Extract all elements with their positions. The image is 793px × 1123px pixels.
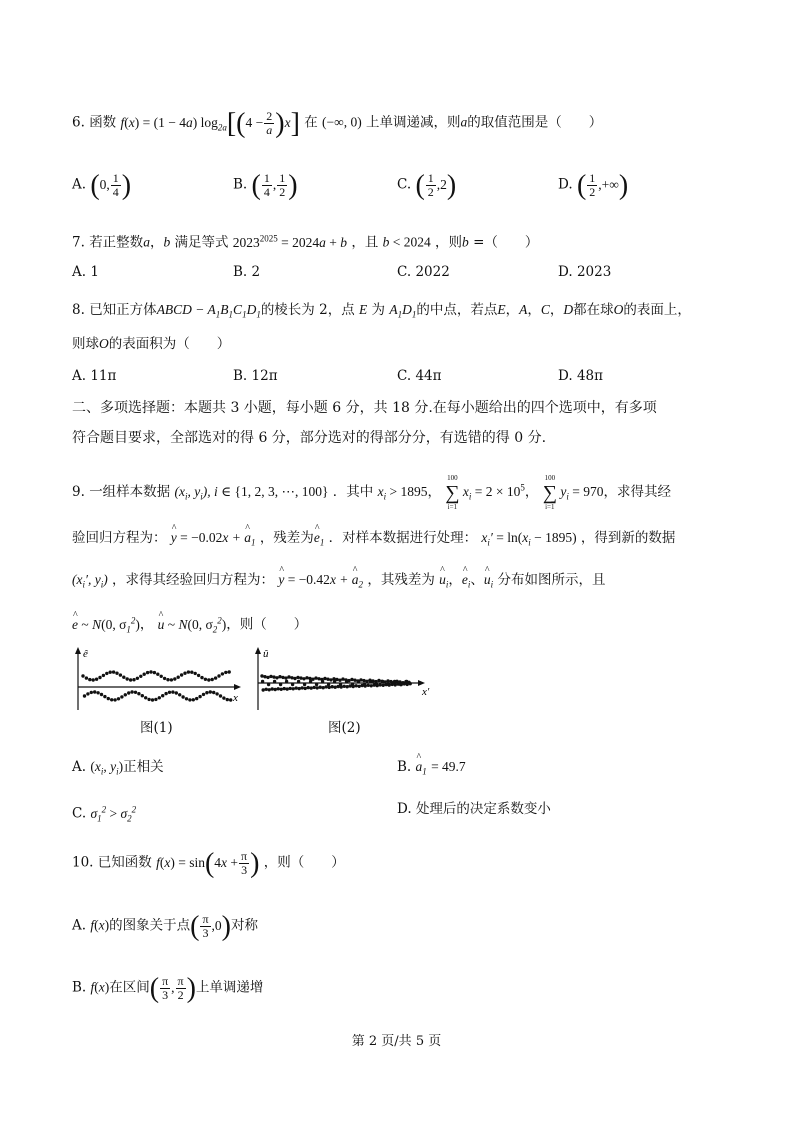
fig2-dot <box>285 680 288 683</box>
fig2-dot <box>362 679 365 682</box>
fig1-x-label: x <box>233 692 238 704</box>
fig2-dot <box>387 683 390 686</box>
fig2-dot <box>307 686 310 689</box>
fig2-dot <box>284 676 287 679</box>
fig1-dot <box>119 673 122 676</box>
fig1-dot <box>113 698 116 701</box>
fig2-dot <box>386 679 389 682</box>
fig1-dot <box>214 676 217 679</box>
fig1-dot <box>86 692 89 695</box>
fig2-dot <box>280 688 283 691</box>
fig2-dot <box>347 679 350 682</box>
fig1-dot <box>229 698 232 701</box>
fig1-dot <box>219 694 222 697</box>
fig2-dot <box>308 677 311 680</box>
fig1-dot <box>187 670 190 673</box>
fig1-dot <box>149 670 152 673</box>
fig1-dot <box>92 678 95 681</box>
q7-equation: $2023^{2025} = 2024a + b$ <box>232 233 348 250</box>
fig2-dot <box>293 677 296 680</box>
fig1-dot <box>143 673 146 676</box>
fig2-dot <box>287 675 290 678</box>
fig2-dot <box>382 684 385 687</box>
q7-stem: 7. 若正整数a，b 满足等式 $2023^{2025} = 2024a + b$ ，且 b < 2024 ，则b =（ ） <box>72 233 539 251</box>
fig1-x-arrow <box>234 684 241 690</box>
fig1-dot <box>109 671 112 674</box>
fig2-dot <box>269 675 272 678</box>
fig1-dot <box>190 671 193 674</box>
fig2-dot <box>313 686 316 689</box>
q6-option-b[interactable]: B. ( $\frac{1}{4}$ , $\frac{1}{2}$ ) <box>233 169 298 201</box>
fig1-dot <box>103 695 106 698</box>
fig2-dot <box>363 683 366 686</box>
fig2-dot <box>346 685 349 688</box>
fig2-dot <box>334 686 337 689</box>
q8-option-d[interactable]: D. 48π <box>558 368 603 384</box>
fig2-dot <box>339 683 342 686</box>
fig1-dot <box>98 676 101 679</box>
fig2-dot <box>266 676 269 679</box>
fig2-x-label: x′ <box>422 686 430 698</box>
fig1-dot <box>205 691 208 694</box>
q8-option-a[interactable]: A. 11π <box>72 368 117 384</box>
q8-option-b[interactable]: B. 12π <box>233 368 278 384</box>
fig2-y-label: û <box>263 648 269 660</box>
fig2-dot <box>303 683 306 686</box>
q7-number: 7. <box>72 234 85 251</box>
q10-option-b[interactable]: B. f(x)在区间( $\frac{\pi}{3}$ , $\frac{\pi}{2}$ )上单调递增 <box>72 972 264 1004</box>
fig2-dot <box>331 685 334 688</box>
fig2-dot <box>328 686 331 689</box>
q7-option-d[interactable]: D. 2023 <box>558 264 612 280</box>
fig1-dot <box>95 678 98 681</box>
fig1-y-arrow <box>75 647 81 654</box>
residual-figure <box>70 645 440 715</box>
q8-option-c[interactable]: C. 44π <box>397 368 442 384</box>
fig1-dot <box>132 678 135 681</box>
fig2-dot <box>327 683 330 686</box>
fig1-caption: 图(1) <box>140 720 173 736</box>
fig1-dot <box>124 693 127 696</box>
fig1-dot <box>166 678 169 681</box>
fig1-dot <box>117 697 120 700</box>
fig2-dot <box>261 680 264 683</box>
fig1-dot <box>81 674 84 677</box>
fig2-dot <box>394 683 397 686</box>
fig2-dot <box>355 684 358 687</box>
fig1-dot <box>217 674 220 677</box>
fig2-dot <box>329 678 332 681</box>
fig2-dot <box>351 683 354 686</box>
fig1-y-label: ê <box>83 648 88 660</box>
q9-option-a[interactable]: A. ($x_i$, $y_i$)正相关 <box>72 759 164 777</box>
fig2-dot <box>377 679 380 682</box>
fig2-dot <box>268 688 271 691</box>
fig2-dot <box>365 680 368 683</box>
fig2-dot <box>338 679 341 682</box>
q8-number: 8. <box>72 302 85 318</box>
fig2-dot <box>375 683 378 686</box>
fig1-dot <box>147 698 150 701</box>
fig1-dot <box>163 677 166 680</box>
fig1-dot <box>122 676 125 679</box>
fig2-dot <box>409 682 412 685</box>
q6-option-c[interactable]: C. ( $\frac{1}{2}$ ,2) <box>397 169 457 201</box>
fig1-dot <box>164 692 167 695</box>
fig1-dot <box>180 673 183 676</box>
fig1-dot <box>156 673 159 676</box>
fig1-dot <box>188 698 191 701</box>
fig1-dot <box>197 674 200 677</box>
fig1-dot <box>211 678 214 681</box>
fig1-dot <box>129 678 132 681</box>
fig2-dot <box>283 687 286 690</box>
fig1-dot <box>194 672 197 675</box>
q9-option-c[interactable]: C. $\sigma_1^2 > \sigma_2^2$ <box>72 804 137 824</box>
fig2-dot <box>272 675 275 678</box>
fig1-dot <box>161 694 164 697</box>
fig2-dot <box>343 685 346 688</box>
fig1-dot <box>144 696 147 699</box>
fig1-dot <box>93 690 96 693</box>
fig2-dot <box>302 677 305 680</box>
fig1-dot <box>153 671 156 674</box>
fig2-dot <box>274 688 277 691</box>
q7-option-b[interactable]: B. 2 <box>233 264 261 280</box>
fig2-caption: 图(2) <box>328 720 361 736</box>
fig2-dot <box>291 683 294 686</box>
q6-function: f(x) = (1 − 4a) $\log_{2a}[(4$ − $\frac{2}{a}$ )x] <box>120 107 300 139</box>
fig2-dot <box>326 678 329 681</box>
q6-interval: (−∞, 0) <box>322 114 362 130</box>
fig2-dot <box>310 686 313 689</box>
fig2-dot <box>260 674 263 677</box>
fig1-dot <box>177 676 180 679</box>
fig1-dot <box>222 696 225 699</box>
fig1-dot <box>100 693 103 696</box>
q9-stem-line3: ($x_i'$, $y_i$) ，求得其经验回归方程为： ^ y = −0.42x + ^ $a_2$ ，其残差为 ^ $u_i$，^ $e_i$、^ $u_i$ 分布如图所示，且 <box>72 570 605 595</box>
fig1-dot <box>209 690 212 693</box>
fig2-dot <box>273 680 276 683</box>
fig2-dot <box>297 680 300 683</box>
fig1-dot <box>185 697 188 700</box>
fig1-dot <box>146 671 149 674</box>
fig1-dot <box>195 697 198 700</box>
fig2-dot <box>371 679 374 682</box>
fig1-dot <box>181 695 184 698</box>
fig2-dot <box>370 684 373 687</box>
q6-option-a[interactable]: A. (0, $\frac{1}{4}$ ) <box>72 169 132 201</box>
fig2-dot <box>267 683 270 686</box>
fig1-dot <box>170 678 173 681</box>
fig1-dot <box>168 691 171 694</box>
fig2-dot <box>281 676 284 679</box>
q8-stem-line2: 则球O的表面积为（ ） <box>72 336 231 352</box>
q10-option-a[interactable]: A. f(x)的图象关于点( $\frac{\pi}{3}$ ,0)对称 <box>72 910 258 942</box>
fig1-dot <box>207 678 210 681</box>
fig1-dot <box>107 697 110 700</box>
q9-stem-line1: 9. 一组样本数据 ($x_i$, $y_i$), i ∈ {1, 2, 3, ⋯, 100} ．其中 $x_i > 1895$， 100 ∑ i=1 $x_i = 2 \times 10^5$， 100 ∑ i=1 $y_i = 970$，求得其经 <box>72 474 671 511</box>
fig2-dot <box>322 686 325 689</box>
q8-stem-line1: 8. 已知正方体ABCD − $A_1B_1C_1D_1$的棱长为 2，点 E 为 $A_1D_1$的中点，若点E，A，C，D都在球O的表面上， <box>72 302 691 320</box>
fig2-dot <box>296 676 299 679</box>
q7-option-c[interactable]: C. 2022 <box>397 264 450 280</box>
fig1-dot <box>173 677 176 680</box>
fig1-dot <box>134 691 137 694</box>
q9-stem-line2: 验回归方程为： ^ y = −0.02x + ^ $a_1$ ，残差为^ $e_1$ ．对样本数据进行处理： $x_i' = \ln(x_i - 1895)$ ，得到新的数据 <box>72 528 675 553</box>
fig1-dot <box>178 693 181 696</box>
q9-option-d[interactable]: D. 处理后的决定系数变小 <box>397 801 551 817</box>
fig1-dot <box>160 675 163 678</box>
fig2-dot <box>305 676 308 679</box>
fig2-dot <box>367 684 370 687</box>
fig1-dot <box>110 698 113 701</box>
fig1-dot <box>171 690 174 693</box>
fig2-dot <box>311 678 314 681</box>
fig2-dot <box>275 676 278 679</box>
fig1-residual-dots <box>81 670 232 701</box>
fig1-dot <box>202 693 205 696</box>
q9-option-b[interactable]: B. ^ $a_1 = 49.7$ <box>397 757 466 782</box>
fig2-dot <box>316 686 319 689</box>
fig2-dot <box>265 688 268 691</box>
fig1-dot <box>183 672 186 675</box>
fig2-dot <box>335 678 338 681</box>
fig2-dot <box>315 683 318 686</box>
fig1-dot <box>127 691 130 694</box>
fig1-dot <box>200 676 203 679</box>
fig1-dot <box>105 672 108 675</box>
fig1-dot <box>198 695 201 698</box>
fig1-dot <box>154 698 157 701</box>
fig2-dot <box>319 686 322 689</box>
fig1-dot <box>88 678 91 681</box>
q10-number: 10. <box>72 854 94 871</box>
fig2-dot <box>314 676 317 679</box>
fig2-dot <box>301 686 304 689</box>
page-footer: 第 2 页/共 5 页 <box>351 1034 442 1049</box>
fig1-dot <box>96 691 99 694</box>
fig2-dot <box>278 675 281 678</box>
q6-option-d[interactable]: D. ( $\frac{1}{2}$ ,+∞) <box>558 169 629 201</box>
fig2-dot <box>292 687 295 690</box>
fig1-dot <box>85 676 88 679</box>
fig2-dot <box>379 683 382 686</box>
fig1-dot <box>192 698 195 701</box>
fig2-dot <box>374 680 377 683</box>
fig1-dot <box>120 695 123 698</box>
fig1-dot <box>204 678 207 681</box>
fig1-dot <box>141 694 144 697</box>
fig2-dot <box>321 680 324 683</box>
fig1-dot <box>139 675 142 678</box>
fig1-dot <box>90 691 93 694</box>
fig2-dot <box>295 686 298 689</box>
fig2-dot <box>304 687 307 690</box>
fig1-dot <box>83 694 86 697</box>
q7-option-a[interactable]: A. 1 <box>72 264 99 280</box>
fig1-dot <box>221 672 224 675</box>
q10-stem: 10. 已知函数 f(x) = sin(4x + $\frac{\pi}{3}$ ) ，则（ ） <box>72 847 345 879</box>
q9-stem-line4: ^ e ~ N(0, $\sigma_1^2$)， ^ u ~ N(0, $\sigma_2^2$)，则（ ） <box>72 610 307 639</box>
fig1-dot <box>115 672 118 675</box>
fig1-dot <box>136 677 139 680</box>
q6-stem: 6. 函数 f(x) = (1 − 4a) $\log_{2a}[(4$ − $\frac{2}{a}$ )x] 在 (−∞, 0) 上单调递减，则a的取值范围是（ ） <box>72 107 603 139</box>
fig2-dot <box>325 685 328 688</box>
fig2-dot <box>358 685 361 688</box>
fig2-dot <box>299 676 302 679</box>
fig1-dot <box>215 692 218 695</box>
fig2-dot <box>277 687 280 690</box>
fig1-dot <box>158 696 161 699</box>
fig2-dot <box>341 677 344 680</box>
fig1-dot <box>102 674 105 677</box>
fig1-dot <box>151 698 154 701</box>
fig2-dot <box>271 687 274 690</box>
fig1-dot <box>226 698 229 701</box>
section-heading-line1: 二、多项选择题：本题共 3 小题，每小题 6 分，共 18 分.在每小题给出的四个选项中，有多项 <box>72 400 657 416</box>
fig1-dot <box>175 691 178 694</box>
fig2-y-arrow <box>255 647 261 654</box>
fig1-dot <box>112 670 115 673</box>
fig2-dot <box>359 678 362 681</box>
fig2-dot <box>323 677 326 680</box>
fig2-dot <box>317 677 320 680</box>
fig2-dot <box>350 678 353 681</box>
fig2-dot <box>298 687 301 690</box>
fig1-dot <box>228 670 231 673</box>
fig2-dot <box>262 688 265 691</box>
fig1-dot <box>224 671 227 674</box>
section-heading-line2: 符合题目要求，全部选对的得 6 分，部分选对的得部分分，有选错的得 0 分. <box>72 430 547 446</box>
fig2-dot <box>353 679 356 682</box>
fig2-dot <box>289 687 292 690</box>
fig2-dot <box>286 687 289 690</box>
q9-number: 9. <box>72 484 85 501</box>
fig1-dot <box>212 691 215 694</box>
fig1-dot <box>126 677 129 680</box>
fig2-dot <box>279 683 282 686</box>
fig1-dot <box>130 690 133 693</box>
fig2-dot <box>290 676 293 679</box>
fig2-dot <box>263 675 266 678</box>
q6-number: 6. <box>72 114 85 131</box>
fig1-dot <box>137 692 140 695</box>
